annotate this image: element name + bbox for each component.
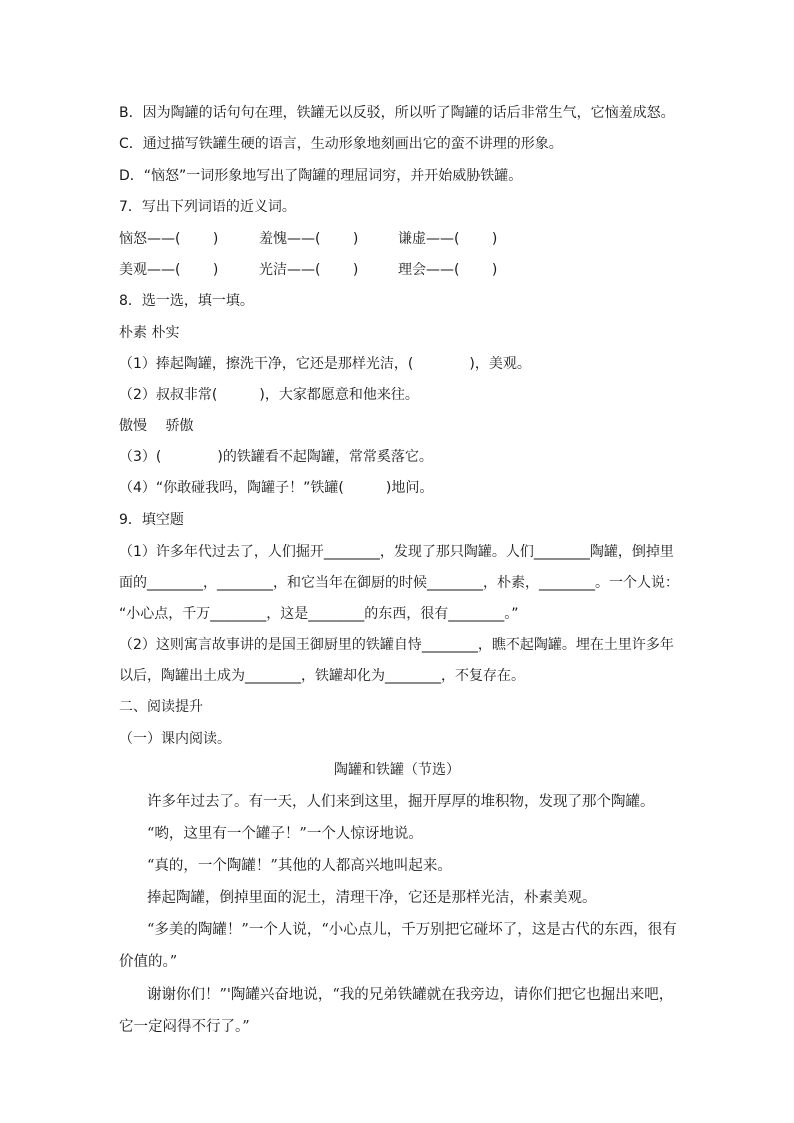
section-2-heading: 二、阅读提升 bbox=[119, 699, 203, 715]
q9-part1-line3: “小心点，千万________，这是________的东西，很有________。” bbox=[119, 606, 519, 622]
question-7-title: 7．写出下列词语的近义词。 bbox=[119, 199, 296, 215]
q9-part1-line2: 面的________，________，和它当年在御厨的时候________，朴素，________。一个人说： bbox=[119, 575, 679, 591]
q7-item-5: 光洁——( ) bbox=[259, 262, 359, 278]
passage-paragraph-5-line2: 价值的。” bbox=[119, 954, 178, 970]
question-8-title: 8．选一选，填一填。 bbox=[119, 293, 254, 309]
q7-item-6: 理会——( ) bbox=[398, 262, 498, 278]
q8-word-choices-1: 朴素 朴实 bbox=[119, 325, 180, 341]
q8-sentence-1: （1）捧起陶罐，擦洗干净，它还是那样光洁，( )，美观。 bbox=[119, 356, 531, 372]
passage-paragraph-3: “真的，一个陶罐！”其他的人都高兴地叫起来。 bbox=[147, 858, 452, 874]
passage-paragraph-6-line2: 它一定闷得不行了。” bbox=[119, 1019, 250, 1035]
q9-part2-line2: 以后，陶罐出土成为________，铁罐却化为________，不复存在。 bbox=[119, 668, 525, 684]
q8-sentence-4: （4）“你敢碰我吗，陶罐子！”铁罐( )地问。 bbox=[119, 480, 434, 496]
passage-paragraph-6-line1: 谢谢你们！”'陶罐兴奋地说，“我的兄弟铁罐就在我旁边，请你们把它也掘出来吧， bbox=[147, 987, 674, 1003]
q7-item-2: 羞愧——( ) bbox=[259, 231, 359, 247]
option-d: D．“恼怒”一词形象地写出了陶罐的理屈词穷，并开始威胁铁罐。 bbox=[119, 168, 523, 184]
q9-part1-line1: （1）许多年代过去了，人们掘开________，发现了那只陶罐。人们________陶罐，倒掉里 bbox=[119, 544, 674, 560]
passage-paragraph-4: 捧起陶罐，倒掉里面的泥土，清理干净，它还是那样光洁，朴素美观。 bbox=[147, 890, 597, 906]
q7-item-3: 谦虚——( ) bbox=[398, 231, 498, 247]
q8-sentence-3: （3）( )的铁罐看不起陶罐，常常奚落它。 bbox=[119, 449, 433, 465]
option-b: B．因为陶罐的话句句在理，铁罐无以反驳，所以听了陶罐的话后非常生气，它恼羞成怒。 bbox=[119, 105, 675, 121]
q9-part2-line1: （2）这则寓言故事讲的是国王御厨里的铁罐自恃________，瞧不起陶罐。埋在土里许多年 bbox=[119, 637, 674, 653]
q7-item-1: 恼怒——( ) bbox=[119, 231, 219, 247]
passage-title: 陶罐和铁罐（节选） bbox=[334, 762, 460, 778]
passage-paragraph-1: 许多年过去了。有一天，人们来到这里，掘开厚厚的堆积物，发现了那个陶罐。 bbox=[147, 794, 655, 810]
passage-paragraph-2: “哟，这里有一个罐子！”一个人惊讶地说。 bbox=[147, 826, 423, 842]
q7-item-4: 美观——( ) bbox=[119, 262, 219, 278]
question-9-title: 9．填空题 bbox=[119, 512, 184, 528]
q8-word-choices-2: 傲慢 骄傲 bbox=[119, 418, 194, 434]
q8-sentence-2: （2）叔叔非常( )，大家都愿意和他来往。 bbox=[119, 387, 419, 403]
option-c: C．通过描写铁罐生硬的语言，生动形象地刻画出它的蛮不讲理的形象。 bbox=[119, 136, 563, 152]
subsection-1-heading: （一）课内阅读。 bbox=[119, 731, 231, 747]
passage-paragraph-5-line1: “多美的陶罐！”一个人说，“小心点儿，千万别把它碰坏了，这是古代的东西，很有 bbox=[147, 922, 677, 938]
